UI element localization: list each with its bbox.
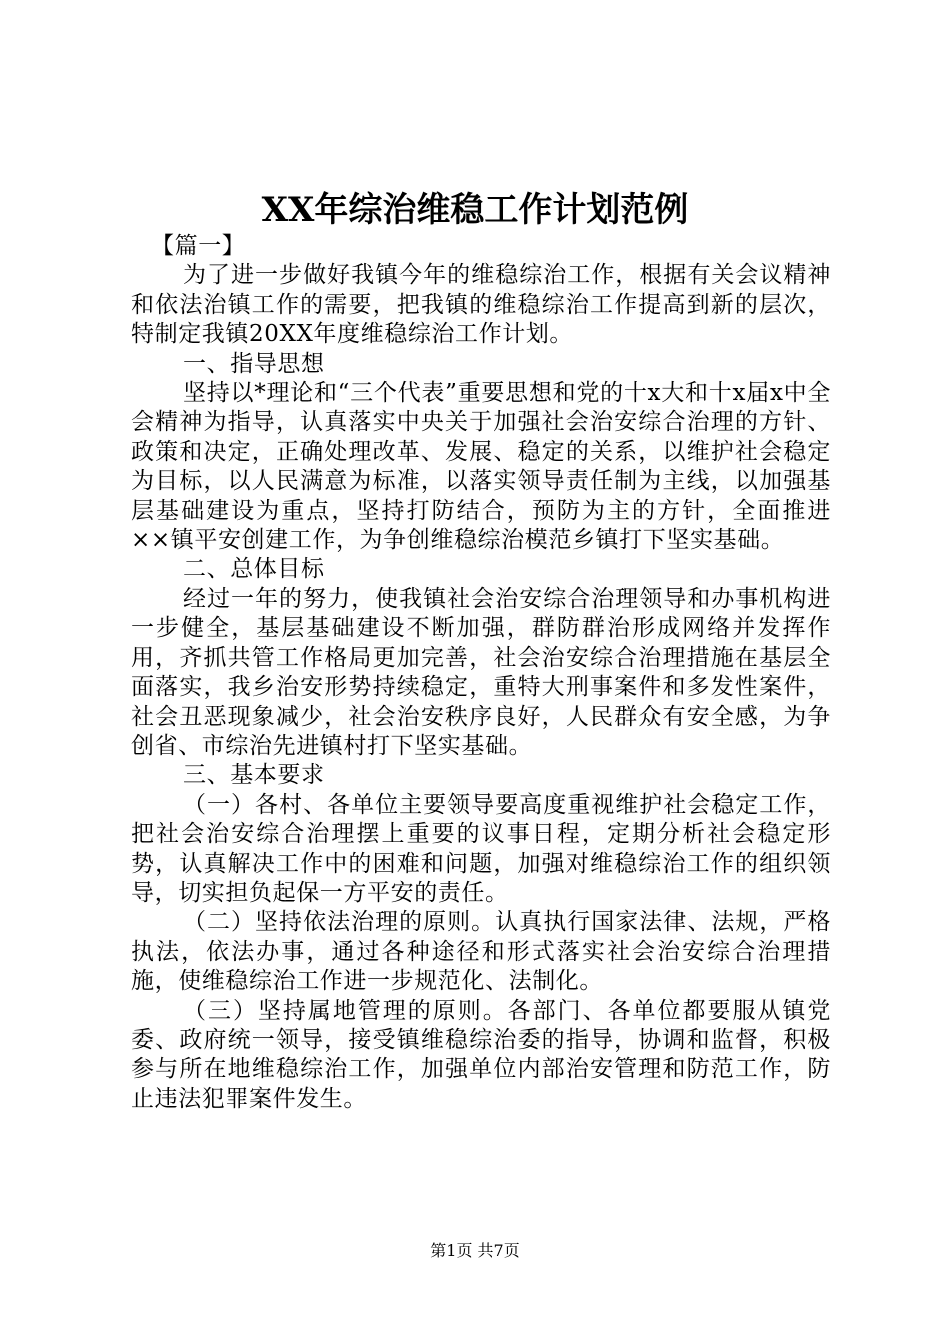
page-footer: 第1页 共7页 [430,1241,520,1260]
paragraph-overall-goal: 经过一年的努力，使我镇社会治安综合治理领导和办事机构进一步健全，基层基础建设不断加强，群防群治形成网络并发挥作用，齐抓共管工作格局更加完善，社会治安综合治理措施在基层全面落实，我乡治安形势持续稳定，重特大刑事案件和多发性案件，社会丑恶现象减少，社会治安秩序良好，人民群众有安全感，为争创省、市综治先进镇村打下坚实基础。 [131,585,831,759]
paragraph-requirement-3: （三）坚持属地管理的原则。各部门、各单位都要服从镇党委、政府统一领导，接受镇维稳综治委的指导，协调和监督，积极参与所在地维稳综治工作，加强单位内部治安管理和防范工作，防止违法犯罪案件发生。 [131,997,831,1112]
paragraph-requirement-1: （一）各村、各单位主要领导要高度重视维护社会稳定工作，把社会治安综合治理摆上重要的议事日程，定期分析社会稳定形势，认真解决工作中的困难和问题，加强对维稳综治工作的组织领导，切实担负起保一方平安的责任。 [131,791,831,906]
section-label: 【篇一】 [151,233,246,259]
heading-overall-goal: 二、总体目标 [183,556,325,583]
document-body [131,232,831,1114]
intro-paragraph: 为了进一步做好我镇今年的维稳综治工作，根据有关会议精神和依法治镇工作的需要，把我镇的维稳综治工作提高到新的层次，特制定我镇20XX年度维稳综治工作计划。 [131,262,831,348]
heading-basic-requirements: 三、基本要求 [183,762,325,789]
paragraph-guiding-ideology: 坚持以*理论和“三个代表”重要思想和党的十x大和十x届x中全会精神为指导，认真落实中央关于加强社会治安综合治理的方针、政策和决定，正确处理改革、发展、稳定的关系，以维护社会稳定为目标，以人民满意为标准，以落实领导责任制为主线，以加强基层基础建设为重点，坚持打防结合，预防为主的方针，全面推进××镇平安创建工作，为争创维稳综治模范乡镇打下坚实基础。 [131,380,831,554]
document-title: XX年综治维稳工作计划范例 [261,190,689,230]
heading-guiding-ideology: 一、指导思想 [183,350,325,377]
paragraph-requirement-2: （二）坚持依法治理的原则。认真执行国家法律、法规，严格执法，依法办事，通过各种途径和形式落实社会治安综合治理措施，使维稳综治工作进一步规范化、法制化。 [131,909,831,995]
